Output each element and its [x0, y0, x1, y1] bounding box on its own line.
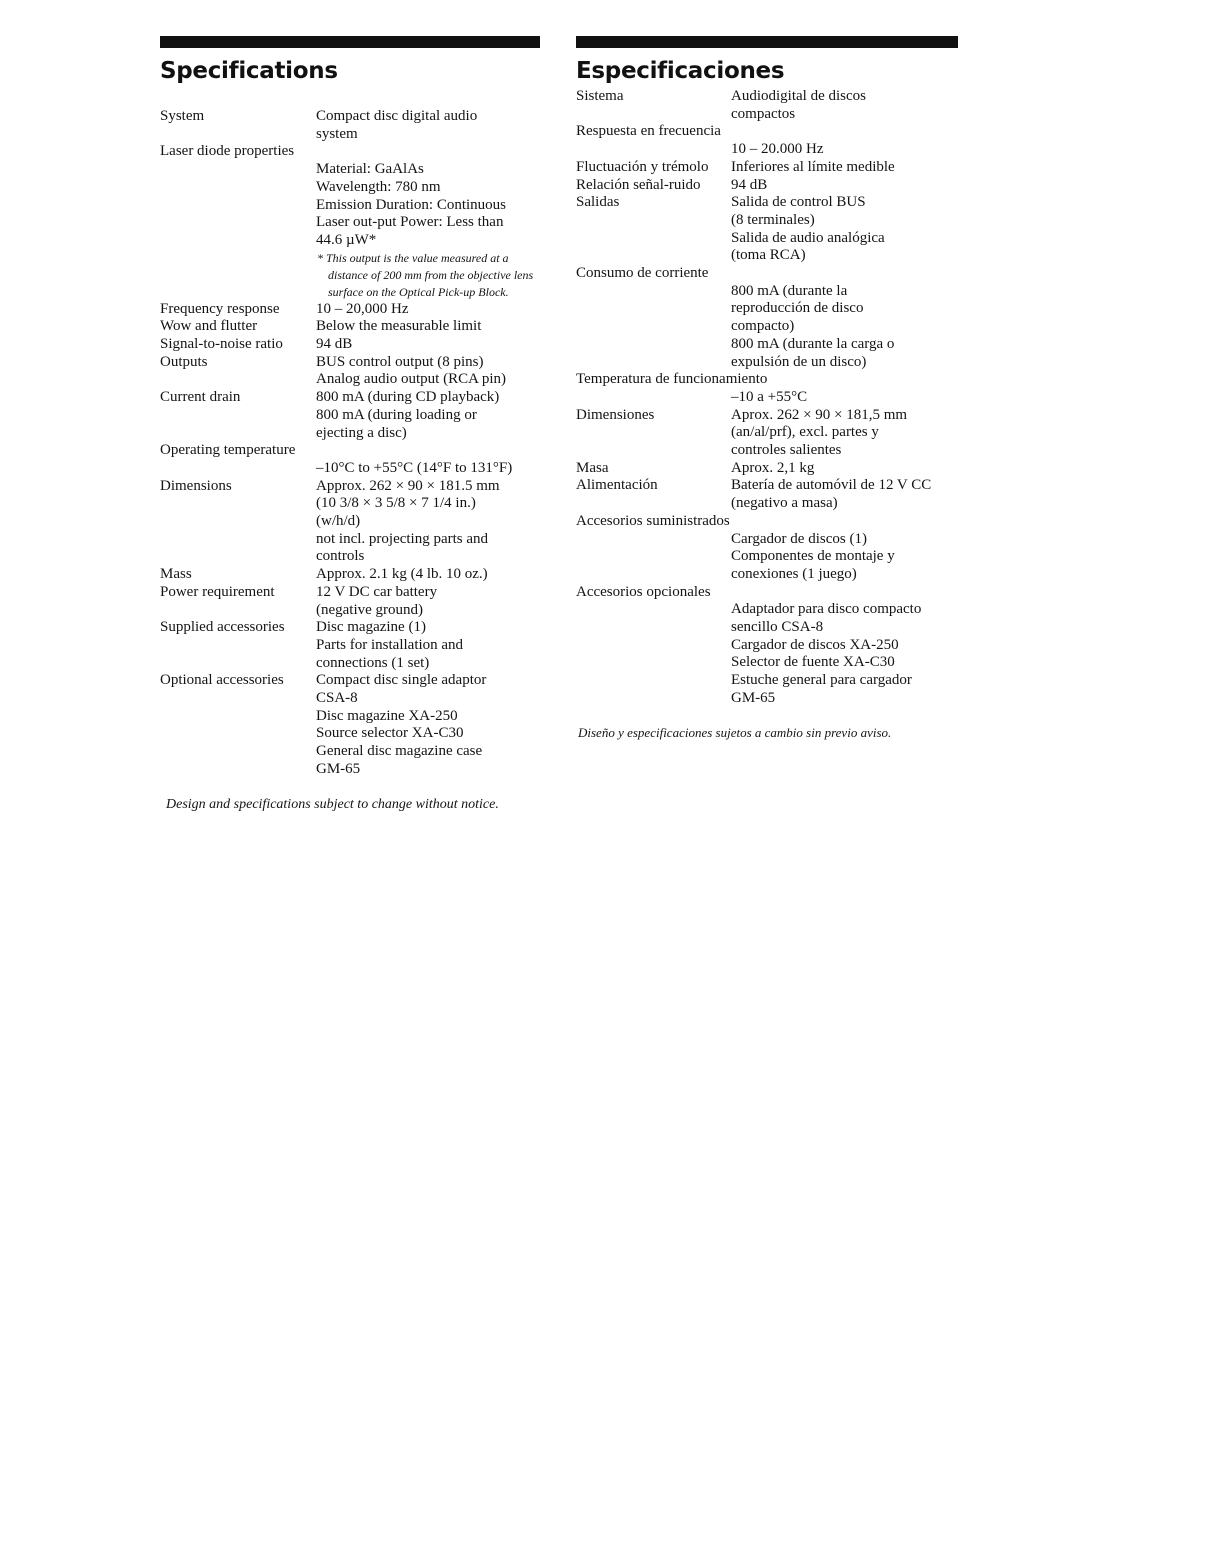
spec-label: Relación señal-ruido	[576, 176, 701, 193]
spec-values	[731, 477, 958, 512]
english-column	[160, 36, 540, 813]
spec-row	[576, 513, 958, 584]
spec-value: BUS control output (8 pins)	[316, 353, 484, 370]
spec-value: 800 mA (during CD playback)	[316, 389, 500, 406]
spec-value: Aprox. 262 × 90 × 181,5 mm	[731, 406, 908, 423]
spec-label: Dimensiones	[576, 406, 655, 423]
spec-value: General disc magazine case	[316, 743, 483, 760]
spec-value: Cargador de discos (1)	[731, 530, 867, 547]
spec-value: (w/h/d)	[316, 513, 361, 530]
spec-values	[316, 354, 540, 389]
spec-value: Compact disc digital audio	[316, 108, 478, 124]
spec-values	[731, 177, 958, 195]
spec-row	[160, 478, 540, 567]
spec-values	[316, 108, 540, 143]
page-title: Specifications	[160, 58, 338, 84]
spec-values	[731, 460, 958, 478]
spec-label: Optional accessories	[160, 672, 284, 689]
spec-label: Alimentación	[576, 477, 658, 494]
spec-value: connections (1 set)	[316, 654, 430, 671]
spec-label: Accesorios suministrados	[576, 512, 730, 529]
spec-value: Salida de audio analógica	[731, 229, 885, 246]
heading-rule	[160, 36, 540, 48]
spec-label: Outputs	[160, 353, 208, 370]
spec-label: Temperatura de funcionamiento	[576, 371, 768, 388]
spec-values	[316, 389, 540, 442]
heading-rule	[576, 36, 958, 48]
spec-value: (negative ground)	[316, 601, 424, 618]
spec-value: (an/al/prf), excl. partes y	[731, 424, 879, 441]
spec-value: (8 terminales)	[731, 211, 815, 228]
spec-value: Adaptador para disco compacto	[731, 601, 922, 618]
spec-row	[576, 159, 958, 177]
spec-label: Signal-to-noise ratio	[160, 336, 283, 353]
spec-list	[160, 108, 540, 779]
spec-value: Aprox. 2,1 kg	[731, 459, 815, 476]
spec-value: CSA-8	[316, 690, 358, 707]
spec-value: Inferiores al límite medible	[731, 158, 895, 175]
spec-row	[160, 318, 540, 336]
spec-values	[731, 194, 958, 265]
spec-value: GM-65	[316, 760, 361, 777]
spec-values	[731, 407, 958, 460]
spec-row	[576, 123, 958, 158]
spec-label: Frequency response	[160, 300, 280, 317]
spec-value: Compact disc single adaptor	[316, 672, 487, 689]
spec-value: 12 V DC car battery	[316, 583, 438, 600]
spec-value: Laser out-put Power: Less than	[316, 214, 504, 231]
spec-values	[731, 88, 958, 123]
spec-values	[316, 301, 540, 319]
page-title: Especificaciones	[576, 58, 785, 84]
spec-values	[316, 478, 540, 567]
spec-label: System	[160, 108, 205, 124]
spec-row	[160, 354, 540, 389]
spec-label: Current drain	[160, 389, 241, 406]
spec-row	[160, 301, 540, 319]
spec-label: Mass	[160, 566, 192, 583]
spec-row	[160, 619, 540, 672]
spec-values	[316, 143, 540, 300]
spec-list	[576, 88, 958, 708]
spec-footnote: * This output is the value measured at a distance of 200 mm from the objective lens surface on the Optical Pick-up Block.	[317, 250, 534, 299]
spec-row	[160, 389, 540, 442]
spec-value: 10 – 20,000 Hz	[316, 300, 409, 317]
spec-value: Audiodigital de discos	[731, 88, 866, 104]
spec-value: 94 dB	[316, 336, 353, 353]
spec-label: Operating temperature	[160, 442, 296, 459]
spec-value: Disc magazine XA-250	[316, 707, 458, 724]
spec-value: ejecting a disc)	[316, 424, 407, 441]
spec-value: compacto)	[731, 318, 795, 335]
spec-values	[731, 265, 958, 371]
spec-value: 800 mA (during loading or	[316, 406, 477, 423]
spec-label: Accesorios opcionales	[576, 583, 711, 600]
spec-value: controls	[316, 548, 365, 565]
spec-values	[316, 619, 540, 672]
spec-value: Approx. 2.1 kg (4 lb. 10 oz.)	[316, 566, 488, 583]
spec-label: Dimensions	[160, 477, 232, 494]
spec-value: 44.6 µW*	[316, 231, 377, 248]
spec-value: Analog audio output (RCA pin)	[316, 371, 506, 388]
spec-label: Wow and flutter	[160, 318, 258, 335]
spec-value: 10 – 20.000 Hz	[731, 141, 824, 158]
spec-values	[316, 442, 540, 477]
spec-value: GM-65	[731, 689, 776, 706]
spec-row	[576, 460, 958, 478]
spec-value: expulsión de un disco)	[731, 353, 867, 370]
spec-value: 800 mA (durante la	[731, 282, 848, 299]
spec-label: Respuesta en frecuencia	[576, 123, 721, 140]
spec-label: Power requirement	[160, 583, 275, 600]
spec-label: Supplied accessories	[160, 619, 285, 636]
spec-value: Cargador de discos XA-250	[731, 636, 899, 653]
spec-value: controles salientes	[731, 442, 842, 459]
spec-value: Salida de control BUS	[731, 194, 866, 211]
spec-value: 94 dB	[731, 176, 768, 193]
change-notice: Design and specifications subject to change without notice.	[166, 796, 499, 812]
spec-value: sencillo CSA-8	[731, 619, 824, 636]
spec-row	[576, 584, 958, 708]
spec-label: Consumo de corriente	[576, 265, 709, 282]
spec-value: not incl. projecting parts and	[316, 530, 489, 547]
spec-row	[576, 265, 958, 371]
spec-value: Material: GaAlAs	[316, 161, 424, 178]
spec-value: Batería de automóvil de 12 V CC	[731, 477, 932, 494]
spec-row	[576, 477, 958, 512]
spec-values	[316, 584, 540, 619]
spec-row	[576, 177, 958, 195]
spec-values	[731, 584, 958, 708]
spec-value: Selector de fuente XA-C30	[731, 654, 895, 671]
spec-values	[316, 566, 540, 584]
change-notice: Diseño y especificaciones sujetos a cambio sin previo aviso.	[578, 724, 892, 740]
spec-value: Estuche general para cargador	[731, 672, 912, 689]
spec-value: –10°C to +55°C (14°F to 131°F)	[316, 459, 513, 476]
spec-value: conexiones (1 juego)	[731, 565, 857, 582]
spec-value: system	[316, 125, 358, 142]
spec-value: Componentes de montaje y	[731, 548, 895, 565]
spec-row	[160, 672, 540, 778]
spec-row	[160, 336, 540, 354]
spec-row	[160, 566, 540, 584]
spec-row	[576, 88, 958, 123]
spec-value: reproducción de disco	[731, 300, 864, 317]
spec-value: Parts for installation and	[316, 636, 464, 653]
spec-value: (10 3/8 × 3 5/8 × 7 1/4 in.)	[316, 495, 476, 512]
spec-row	[160, 442, 540, 477]
spec-label: Laser diode properties	[160, 143, 295, 160]
spec-values	[731, 123, 958, 158]
spec-values	[731, 159, 958, 177]
spec-values	[316, 318, 540, 336]
spec-value: compactos	[731, 105, 796, 122]
spec-value: –10 a +55°C	[731, 388, 808, 405]
spec-label: Fluctuación y trémolo	[576, 158, 709, 175]
spec-value: Wavelength: 780 nm	[316, 178, 441, 195]
spec-value: Disc magazine (1)	[316, 619, 426, 636]
spec-value: Source selector XA-C30	[316, 725, 464, 742]
spec-label: Masa	[576, 459, 609, 476]
spec-value: (negativo a masa)	[731, 495, 838, 512]
spec-values	[316, 672, 540, 778]
spec-label: Salidas	[576, 194, 620, 211]
spec-row	[160, 143, 540, 300]
spec-label: Sistema	[576, 88, 624, 104]
spec-value: 800 mA (durante la carga o	[731, 335, 895, 352]
spec-value: Emission Duration: Continuous	[316, 196, 507, 213]
spanish-column	[576, 36, 958, 741]
spec-row	[576, 371, 958, 406]
spec-row	[160, 584, 540, 619]
spec-row	[576, 407, 958, 460]
spec-value: Below the measurable limit	[316, 318, 482, 335]
spec-row	[576, 194, 958, 265]
spec-values	[316, 336, 540, 354]
spec-value: Approx. 262 × 90 × 181.5 mm	[316, 477, 500, 494]
spec-row	[160, 108, 540, 143]
spec-values	[731, 513, 958, 584]
spec-value: (toma RCA)	[731, 247, 806, 264]
